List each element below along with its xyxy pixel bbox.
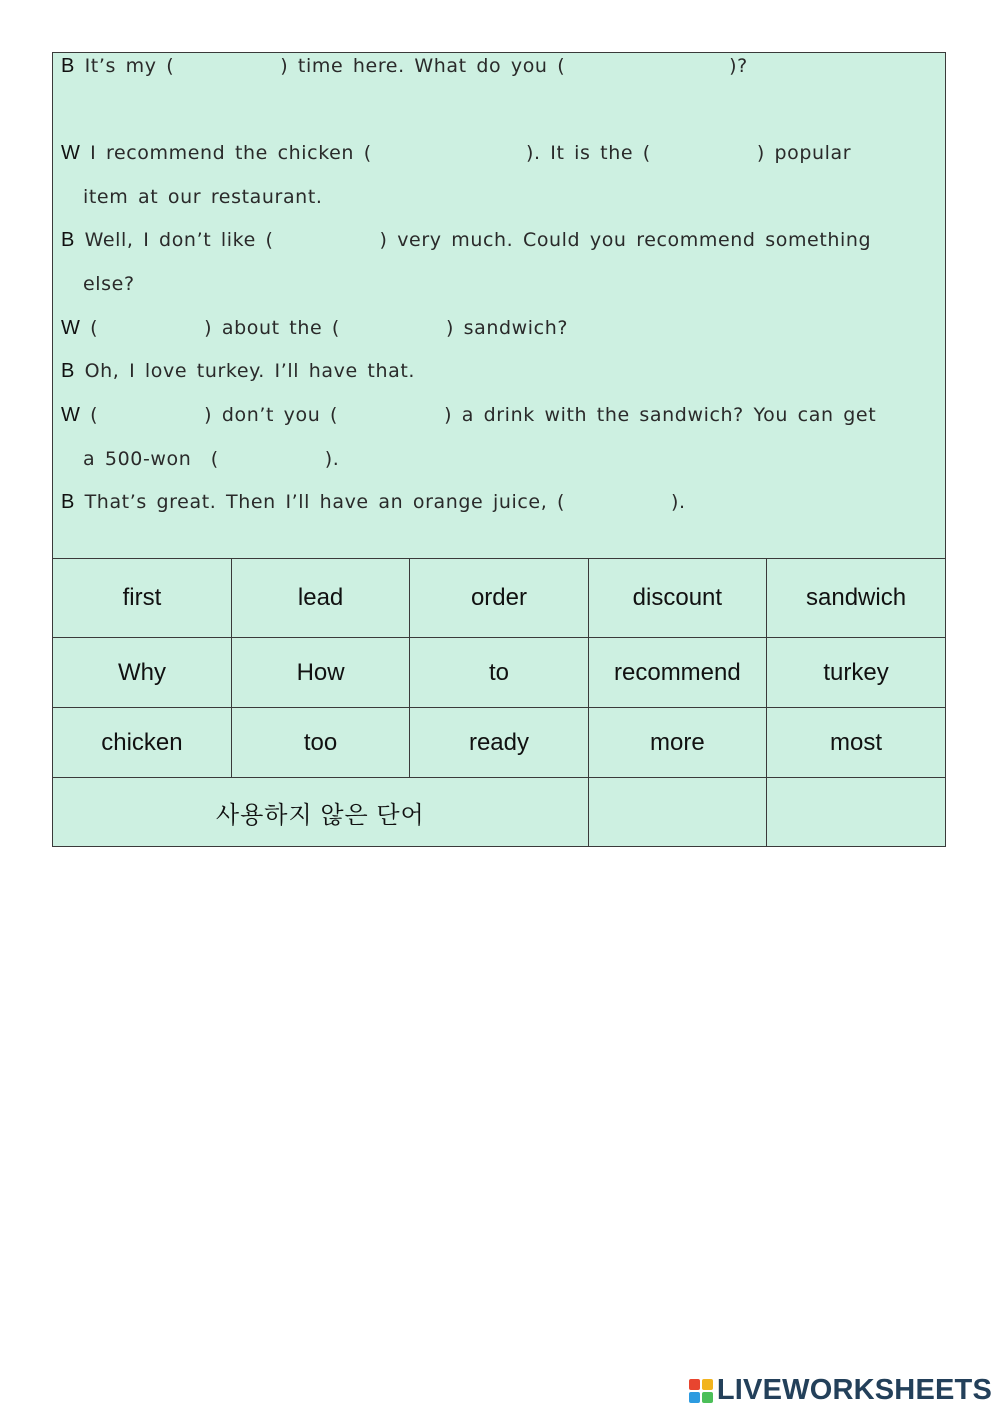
line-text: ( ) about the ( ) sandwich? bbox=[90, 317, 569, 339]
speaker: W bbox=[61, 404, 81, 426]
word-cell: ready bbox=[410, 708, 588, 778]
dialogue-box bbox=[53, 53, 945, 559]
word-cell: sandwich bbox=[767, 559, 945, 638]
dialogue-line bbox=[61, 490, 686, 514]
speaker: B bbox=[61, 229, 75, 251]
liveworksheets-logo-icon bbox=[689, 1379, 713, 1403]
dialogue-line bbox=[61, 316, 568, 340]
word-cell: discount bbox=[588, 559, 766, 638]
unused-words-row bbox=[53, 778, 945, 847]
liveworksheets-logo[interactable] bbox=[689, 1374, 992, 1407]
speaker: B bbox=[61, 55, 75, 77]
line-text: ( ) don’t you ( ) a drink with the sandwich? You can get bbox=[90, 404, 877, 426]
line-text: I recommend the chicken ( ). It is the ( ) popular bbox=[90, 142, 852, 164]
word-bank-table bbox=[53, 559, 945, 846]
line-text: item at our restaurant. bbox=[83, 186, 323, 208]
dialogue-line bbox=[61, 403, 876, 427]
word-bank-row bbox=[53, 708, 945, 778]
word-cell: order bbox=[410, 559, 588, 638]
unused-word-answer-1[interactable] bbox=[588, 778, 766, 847]
speaker: B bbox=[61, 491, 75, 513]
dialogue-line bbox=[61, 141, 851, 165]
word-cell: How bbox=[231, 638, 409, 708]
unused-words-label: 사용하지 않은 단어 bbox=[53, 778, 588, 847]
dialogue-line bbox=[83, 185, 323, 209]
speaker: B bbox=[61, 360, 75, 382]
line-text: That’s great. Then I’ll have an orange juice, ( ). bbox=[84, 491, 686, 513]
dialogue-line bbox=[61, 54, 748, 78]
speaker: W bbox=[61, 317, 81, 339]
word-cell: to bbox=[410, 638, 588, 708]
line-text: a 500-won ( ). bbox=[83, 448, 340, 470]
word-cell: lead bbox=[231, 559, 409, 638]
dialogue-line bbox=[61, 359, 415, 383]
word-cell: Why bbox=[53, 638, 231, 708]
word-cell: more bbox=[588, 708, 766, 778]
dialogue-line bbox=[83, 272, 135, 296]
brand-name: LIVEWORKSHEETS bbox=[716, 1374, 992, 1406]
word-cell: turkey bbox=[767, 638, 945, 708]
unused-word-answer-2[interactable] bbox=[767, 778, 945, 847]
word-bank-row bbox=[53, 559, 945, 638]
line-text: Oh, I love turkey. I’ll have that. bbox=[84, 360, 416, 382]
word-cell: chicken bbox=[53, 708, 231, 778]
dialogue-line bbox=[61, 228, 871, 252]
line-text: Well, I don’t like ( ) very much. Could you recommend something bbox=[84, 229, 872, 251]
word-cell: most bbox=[767, 708, 945, 778]
dialogue-line bbox=[83, 447, 339, 471]
line-text: It’s my ( ) time here. What do you ( )? bbox=[84, 55, 748, 77]
word-cell: recommend bbox=[588, 638, 766, 708]
line-text: else? bbox=[83, 273, 135, 295]
speaker: W bbox=[61, 142, 81, 164]
word-cell: first bbox=[53, 559, 231, 638]
worksheet bbox=[52, 52, 946, 847]
word-cell: too bbox=[231, 708, 409, 778]
word-bank-row bbox=[53, 638, 945, 708]
